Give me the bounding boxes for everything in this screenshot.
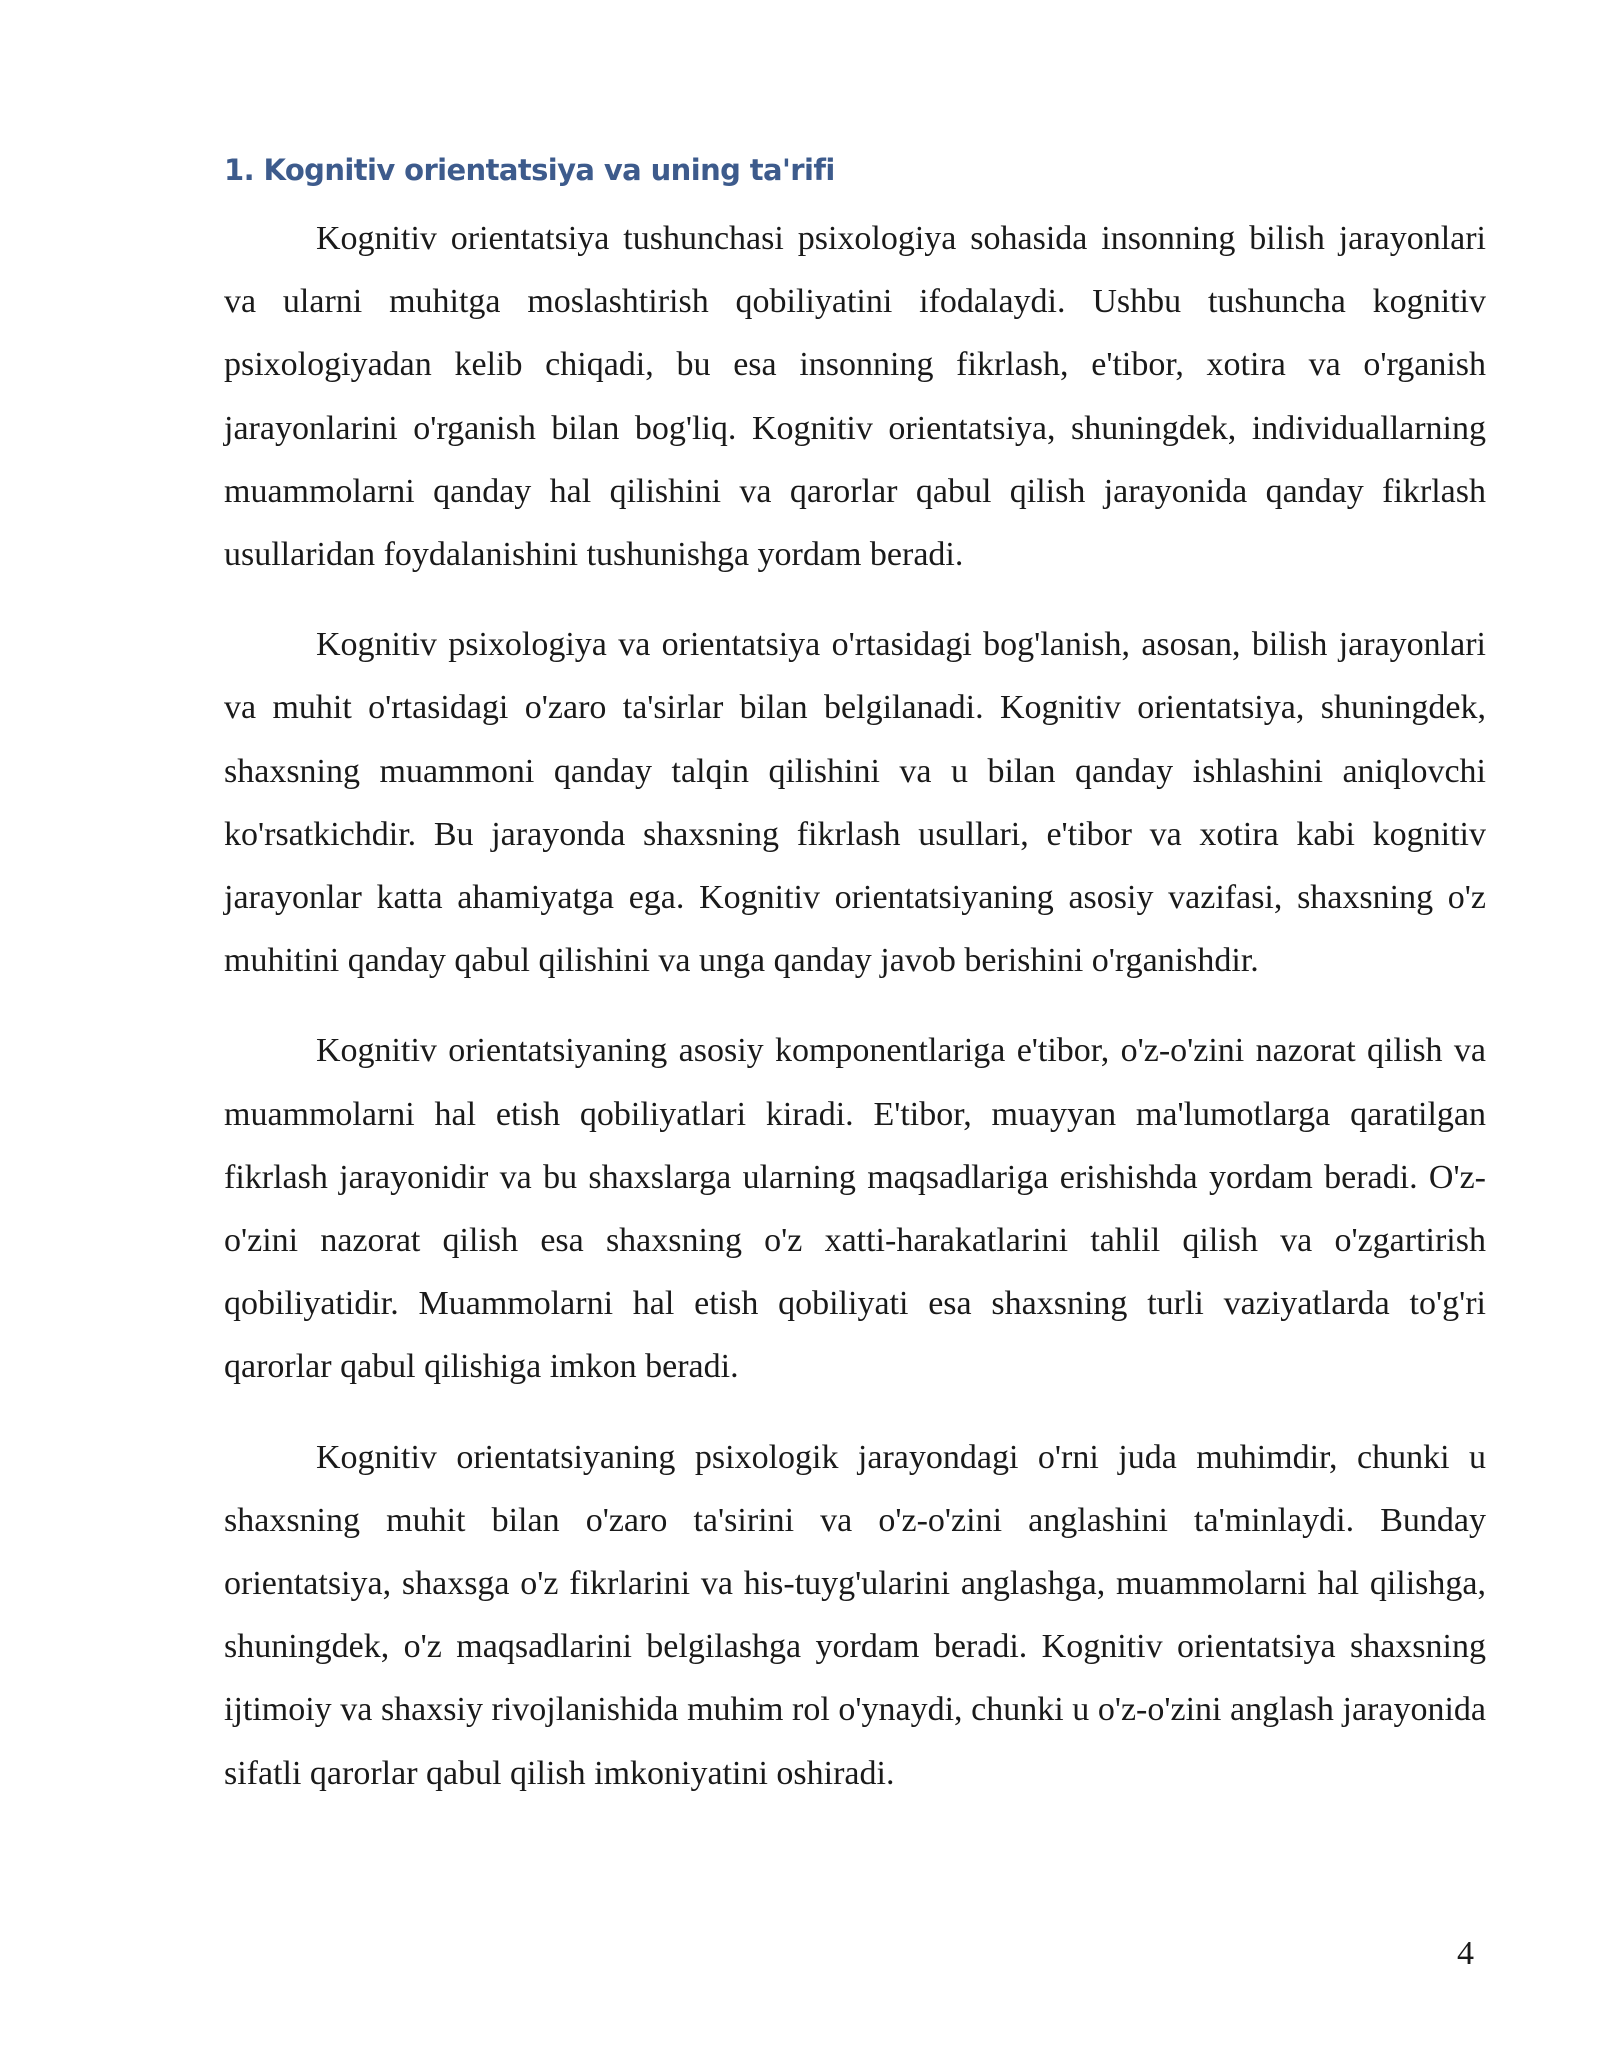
page-number: 4 — [1457, 1935, 1474, 1972]
paragraph-4: Kognitiv orientatsiyaning psixologik jarayondagi o'rni juda muhimdir, chunki u shaxsning muhit bilan o'zaro ta'sirini va o'z-o'zini anglashini ta'minlaydi. Bunday orientatsiya, shaxsga o'z fikrlarini va his-tuyg'ularini anglashga, muammolarni hal qilishga, shuningdek, o'z maqsadlarini belgilashga yordam beradi. Kognitiv orientatsiya shaxsning ijtimoiy va shaxsiy rivojlanishida muhim rol o'ynaydi, chunki u o'z-o'zini anglash jarayonida sifatli qarorlar qabul qilish imkoniyatini oshiradi. — [224, 1438, 1486, 1792]
paragraph-2: Kognitiv psixologiya va orientatsiya o'rtasidagi bog'lanish, asosan, bilish jarayonlari va muhit o'rtasidagi o'zaro ta'sirlar bilan belgilanadi. Kognitiv orientatsiya, shuningdek, shaxsning muammoni qanday talqin qilishini va u bilan qanday ishlashini aniqlovchi ko'rsatkichdir. Bu jarayonda shaxsning fikrlash usullari, e'tibor va xotira kabi kognitiv jarayonlar katta ahamiyatga ega. Kognitiv orientatsiyaning asosiy vazifasi, shaxsning o'z muhitini qanday qabul qilishini va unga qanday javob berishini o'rganishdir. — [224, 626, 1486, 980]
section-heading: 1. Kognitiv orientatsiya va uning ta'rifi — [224, 153, 835, 187]
paragraph-1: Kognitiv orientatsiya tushunchasi psixologiya sohasida insonning bilish jarayonlari va ularni muhitga moslashtirish qobiliyatini ifodalaydi. Ushbu tushuncha kognitiv psixologiyadan kelib chiqadi, bu esa insonning fikrlash, e'tibor, xotira va o'rganish jarayonlarini o'rganish bilan bog'liq. Kognitiv orientatsiya, shuningdek, individuallarning muammolarni qanday hal qilishini va qarorlar qabul qilish jarayonida qanday fikrlash usullaridan foydalanishini tushunishga yordam beradi. — [224, 220, 1486, 574]
body-text — [224, 207, 1486, 1832]
paragraph-3: Kognitiv orientatsiyaning asosiy komponentlariga e'tibor, o'z-o'zini nazorat qilish va muammolarni hal etish qobiliyatlari kiradi. E'tibor, muayyan ma'lumotlarga qaratilgan fikrlash jarayonidir va bu shaxslarga ularning maqsadlariga erishishda yordam beradi. O'z-o'zini nazorat qilish esa shaxsning o'z xatti-harakatlarini tahlil qilish va o'zgartirish qobiliyatidir. Muammolarni hal etish qobiliyati esa shaxsning turli vaziyatlarda to'g'ri qarorlar qabul qilishiga imkon beradi. — [224, 1032, 1486, 1386]
